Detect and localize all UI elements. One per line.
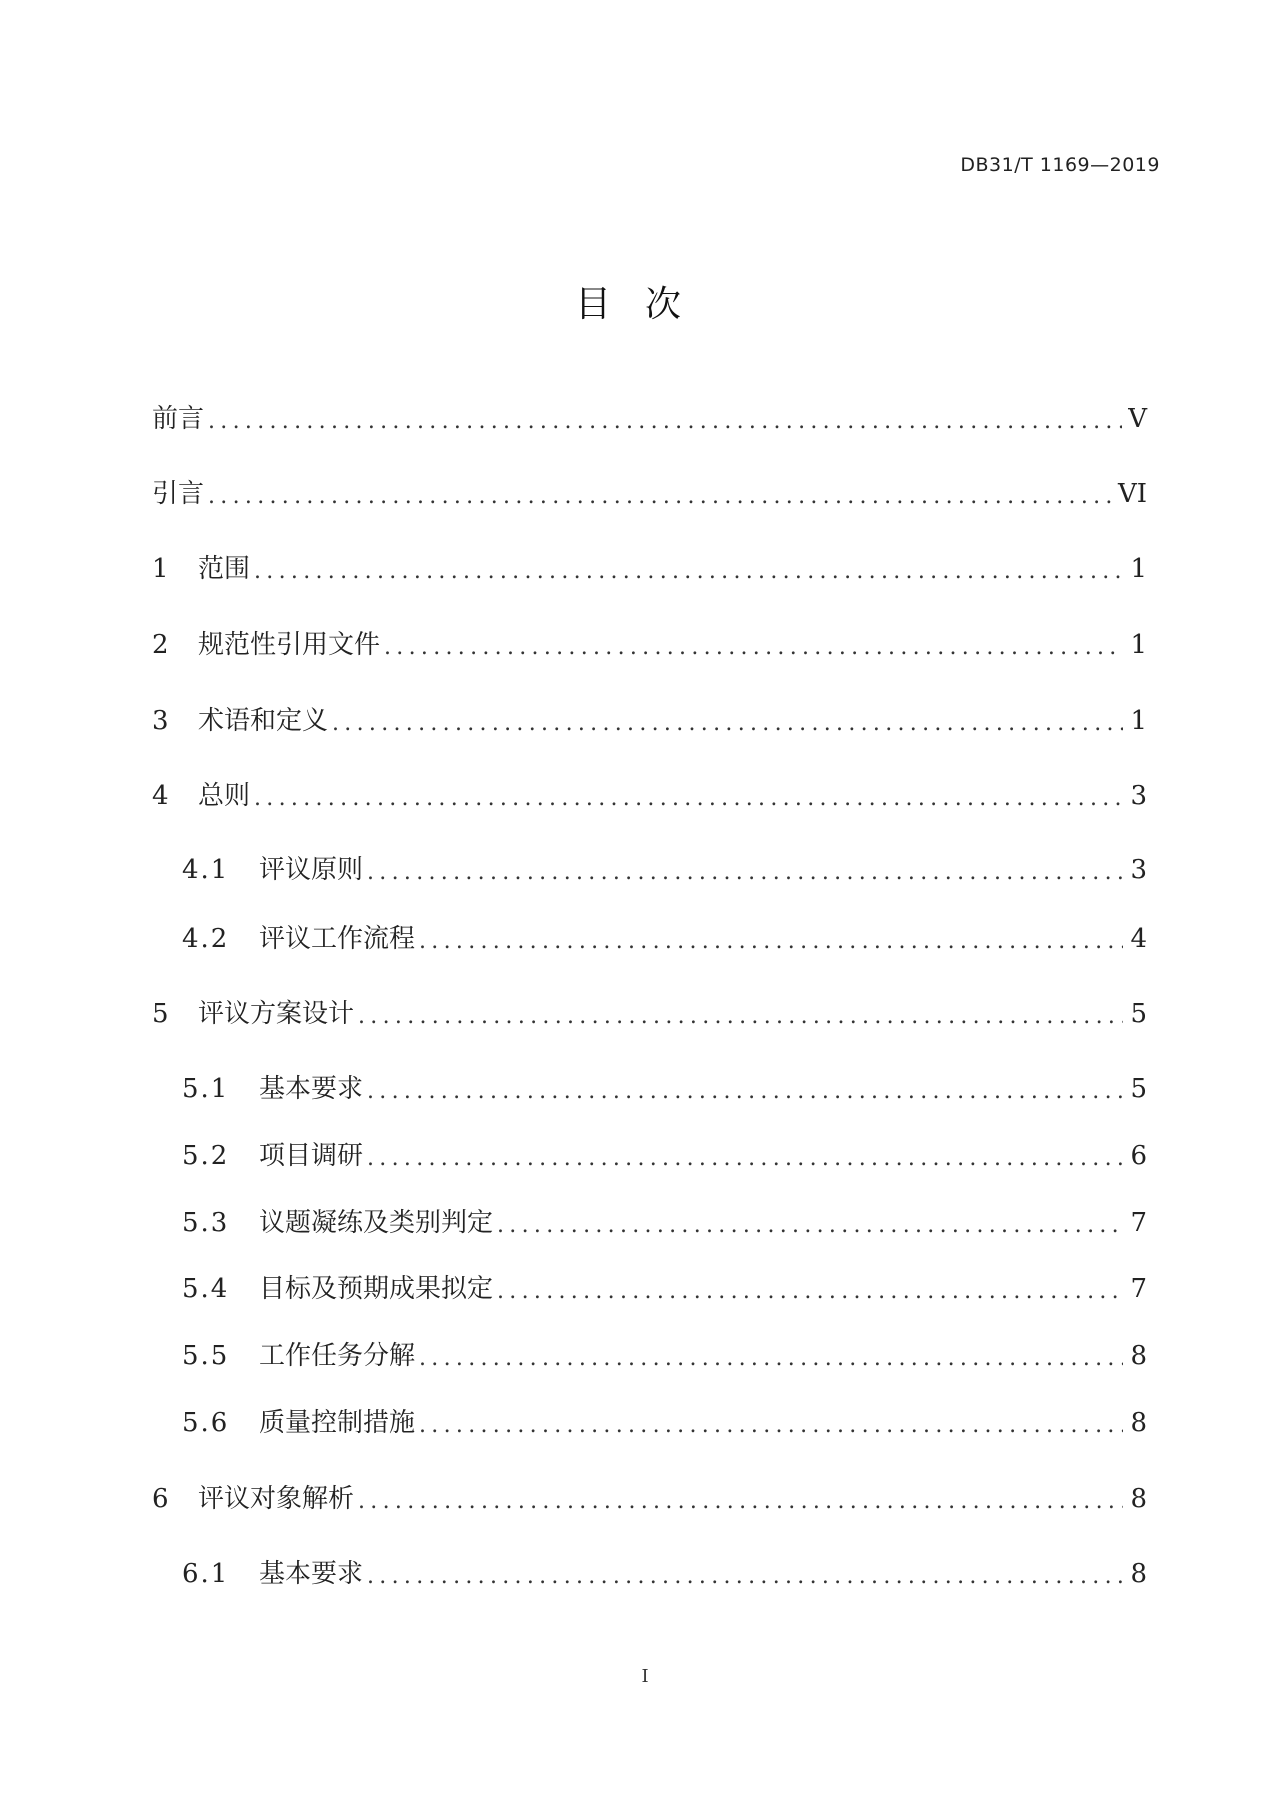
toc-entry-label: 基本要求 — [259, 1559, 364, 1589]
toc-entry-number: 6.1 — [182, 1559, 230, 1589]
document-code: DB31/T 1169—2019 — [960, 154, 1160, 176]
toc-entry[interactable] — [152, 474, 1147, 514]
toc-entry[interactable] — [182, 1554, 1147, 1594]
toc-entry-label: 工作任务分解 — [259, 1341, 416, 1371]
toc-entry[interactable] — [182, 919, 1147, 959]
toc-entry[interactable] — [182, 1069, 1147, 1109]
toc-entry-label: 引言 — [152, 479, 205, 509]
toc-entry-label: 评议方案设计 — [198, 999, 355, 1029]
toc-entry-number: 4.2 — [182, 924, 230, 954]
toc-entry-number: 1 — [152, 554, 169, 584]
toc-dot-leader — [208, 405, 1122, 439]
toc-entry-label: 评议工作流程 — [259, 924, 416, 954]
toc-entry-number: 5.1 — [182, 1074, 230, 1104]
toc-entry[interactable] — [152, 776, 1147, 816]
toc-entry[interactable] — [182, 1403, 1147, 1443]
toc-entry-label: 议题凝练及类别判定 — [259, 1208, 494, 1238]
toc-dot-leader — [208, 480, 1112, 514]
toc-entry-number: 5.6 — [182, 1408, 230, 1438]
toc-entry[interactable] — [182, 1136, 1147, 1176]
toc-entry-label: 术语和定义 — [198, 706, 329, 736]
toc-entry-number: 4.1 — [182, 855, 230, 885]
toc-entry-number: 2 — [152, 630, 169, 660]
toc-entry-page: 4 — [1130, 924, 1147, 954]
toc-entry-number: 3 — [152, 706, 169, 736]
toc-dot-leader — [367, 1075, 1123, 1109]
toc-entry-number: 5 — [152, 999, 169, 1029]
toc-entry[interactable] — [182, 850, 1147, 890]
toc-dot-leader — [419, 1409, 1123, 1443]
toc-entry-page: 3 — [1130, 781, 1147, 811]
toc-entry-page: 6 — [1130, 1141, 1147, 1171]
toc-entry-number: 5.2 — [182, 1141, 230, 1171]
toc-entry-label: 项目调研 — [259, 1141, 364, 1171]
toc-entry-page: 5 — [1130, 999, 1147, 1029]
toc-entry-page: 1 — [1130, 554, 1147, 584]
toc-dot-leader — [497, 1275, 1123, 1309]
toc-entry-label: 规范性引用文件 — [198, 630, 381, 660]
toc-dot-leader — [367, 1142, 1123, 1176]
toc-entry[interactable] — [152, 399, 1147, 439]
toc-dot-leader — [367, 856, 1123, 890]
toc-dot-leader — [358, 1485, 1123, 1519]
toc-entry-page: 8 — [1130, 1341, 1147, 1371]
toc-entry-label: 质量控制措施 — [259, 1408, 416, 1438]
toc-entry-label: 评议原则 — [259, 855, 364, 885]
toc-entry-page: 1 — [1130, 630, 1147, 660]
toc-entry[interactable] — [182, 1203, 1147, 1243]
toc-entry-page: 7 — [1130, 1208, 1147, 1238]
toc-entry-label: 总则 — [198, 781, 251, 811]
toc-entry-number: 6 — [152, 1484, 169, 1514]
page-number: I — [641, 1666, 649, 1687]
toc-entry-number: 5.4 — [182, 1274, 230, 1304]
toc-entry[interactable] — [152, 994, 1147, 1034]
toc-entry-label: 范围 — [198, 554, 251, 584]
toc-entry[interactable] — [152, 1479, 1147, 1519]
toc-dot-leader — [332, 707, 1123, 741]
toc-entry-label: 前言 — [152, 404, 205, 434]
toc-entry-page: V — [1128, 404, 1147, 434]
toc-dot-leader — [367, 1560, 1123, 1594]
toc-dot-leader — [419, 1342, 1123, 1376]
toc-dot-leader — [419, 925, 1123, 959]
toc-entry-page: 8 — [1130, 1484, 1147, 1514]
toc-entry-page: 8 — [1130, 1559, 1147, 1589]
toc-entry[interactable] — [182, 1336, 1147, 1376]
toc-entry[interactable] — [152, 625, 1147, 665]
toc-entry-number: 4 — [152, 781, 169, 811]
toc-dot-leader — [358, 1000, 1123, 1034]
toc-entry-page: 5 — [1130, 1074, 1147, 1104]
toc-entry-number: 5.3 — [182, 1208, 230, 1238]
toc-dot-leader — [384, 631, 1123, 665]
toc-dot-leader — [254, 555, 1123, 589]
page-title: 目次 — [574, 284, 715, 325]
toc-dot-leader — [497, 1209, 1123, 1243]
toc-entry-label: 评议对象解析 — [198, 1484, 355, 1514]
toc-entry-page: 8 — [1130, 1408, 1147, 1438]
toc-entry[interactable] — [152, 701, 1147, 741]
toc-entry-number: 5.5 — [182, 1341, 230, 1371]
toc-entry-page: VI — [1117, 479, 1147, 509]
toc-entry-page: 3 — [1130, 855, 1147, 885]
toc-entry[interactable] — [152, 549, 1147, 589]
toc-entry-page: 1 — [1130, 706, 1147, 736]
toc-entry-label: 目标及预期成果拟定 — [259, 1274, 494, 1304]
toc-entry-page: 7 — [1130, 1274, 1147, 1304]
toc-dot-leader — [254, 782, 1123, 816]
toc-entry[interactable] — [182, 1269, 1147, 1309]
toc-entry-label: 基本要求 — [259, 1074, 364, 1104]
